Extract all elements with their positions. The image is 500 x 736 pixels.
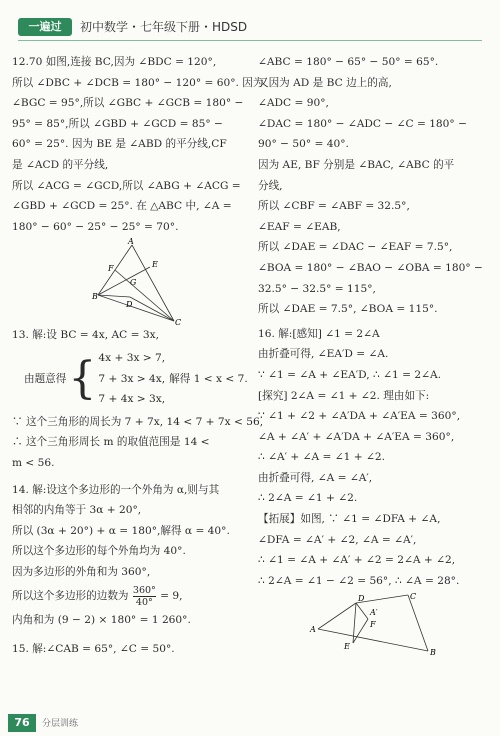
footer-label: 分层训练 <box>42 719 79 729</box>
text-line: 所以 (3α + 20°) + α = 180°,解得 α = 40°. <box>12 524 230 537</box>
label-E: E <box>152 260 158 270</box>
text-line: 由折叠可得, ∠A = ∠A′, <box>258 471 373 484</box>
fold-figure-16 <box>258 591 488 657</box>
answer-13 <box>12 325 264 473</box>
text-line: 16. 解:[感知] ∠1 = 2∠A <box>258 327 380 340</box>
text-line: 所以 ∠DAE = ∠DAC − ∠EAF = 7.5°, <box>258 241 453 254</box>
page-number: 76 <box>8 714 36 732</box>
text-line: 14. 解:设这个多边形的一个外角为 α,则与其 <box>12 483 220 496</box>
text-line: 由折叠可得, ∠EA′D = ∠A. <box>258 348 389 361</box>
answer-15-head: 15. 解:∠CAB = 65°, ∠C = 50°. <box>12 643 175 656</box>
text-line: ∵ 这个三角形的周长为 7 + 7x, 14 < 7 + 7x < 56, <box>12 415 264 428</box>
text-line: ∴ 这个三角形周长 m 的取值范围是 14 < <box>12 436 210 449</box>
text-line: 所以这个多边形的每个外角均为 40°. <box>12 545 186 558</box>
text-line: 所以 ∠DBC + ∠DCB = 180° − 120° = 60°. 因为 <box>12 76 264 89</box>
answer-12 <box>12 52 264 237</box>
brand-logo: 一遍过 <box>18 18 72 36</box>
text-line: 90° − 50° = 40°. <box>258 138 349 151</box>
system-lines <box>98 348 165 410</box>
text-line: ∠DAC = 180° − ∠ADC − ∠C = 180° − <box>258 117 467 130</box>
answer-16 <box>258 324 488 592</box>
answer-14 <box>12 480 248 632</box>
label-C: C <box>410 592 417 602</box>
label-B: B <box>430 648 436 658</box>
system-suffix: 解得 1 < x < 7. <box>169 372 248 385</box>
text-line: 12.70 如图,连接 BC,因为 ∠BDC = 120°, <box>12 56 217 68</box>
text-line: 所以 ∠CBF = ∠ABF = 32.5°, <box>258 200 410 213</box>
text-line: ∠EAF = ∠EAB, <box>258 220 341 233</box>
fraction-line <box>12 582 248 610</box>
book-title: 初中数学・七年级下册・HDSD <box>80 20 248 34</box>
text-line: ∠DFA = ∠A′ + ∠2, ∠A = ∠A′, <box>258 533 417 546</box>
text-line: ∵ ∠1 + ∠2 + ∠A′DA + ∠A′EA = 360°, <box>258 410 461 423</box>
text-line: 因为多边形的外角和为 360°, <box>12 565 151 578</box>
text-line: 95° = 85°,所以 ∠GBD + ∠GCD = 85° − <box>12 117 223 130</box>
answer-15-cont <box>258 52 488 320</box>
brace-glyph: { <box>68 352 97 404</box>
text-line: 180° − 60° − 25° − 25° = 70°. <box>12 220 179 233</box>
text-line: ∠ABC = 180° − 65° − 50° = 65°. <box>258 56 439 68</box>
label-F: F <box>108 264 114 274</box>
text-line: 因为 AE, BF 分别是 ∠BAC, ∠ABC 的平 <box>258 158 455 171</box>
system-line: 4x + 3x > 7, <box>98 351 166 364</box>
right-column <box>258 52 488 657</box>
text-line: 内角和为 (9 − 2) × 180° = 1 260°. <box>12 614 191 627</box>
label-A: A <box>128 237 134 247</box>
text-line: ∠BGC = 95°,所以 ∠GBC + ∠GCB = 180° − <box>12 97 244 110</box>
fraction-suffix: = 9, <box>160 590 183 603</box>
page-header <box>0 0 500 44</box>
label-D: D <box>358 594 365 604</box>
fraction-denominator: 40° <box>135 596 153 608</box>
label-E: E <box>344 642 350 652</box>
label-G: G <box>130 278 137 288</box>
inequality-system <box>12 348 248 410</box>
text-line: 所以 ∠ACG = ∠GCD,所以 ∠ABG + ∠ACG = <box>12 179 241 192</box>
label-C: C <box>175 318 182 326</box>
text-line: 分线, <box>258 179 283 192</box>
fraction-numerator: 360° <box>132 584 156 596</box>
system-line: 7 + 4x > 3x, <box>98 393 166 406</box>
label-D: D <box>126 300 133 310</box>
label-B: B <box>92 292 98 302</box>
text-line: 【拓展】如图, ∵ ∠1 = ∠DFA + ∠A, <box>258 513 441 526</box>
text-line: [探究] 2∠A = ∠1 + ∠2. 理由如下: <box>258 389 430 402</box>
page-footer <box>0 708 500 736</box>
system-prefix: 由题意得 <box>24 372 67 385</box>
text-line: ∴ ∠A′ + ∠A = ∠1 + ∠2. <box>258 451 386 464</box>
label-F: F <box>370 620 376 630</box>
text-line: 又因为 AD 是 BC 边上的高, <box>258 76 392 89</box>
label-A-prime: A′ <box>370 608 378 618</box>
system-line: 7 + 3x > 4x, <box>98 372 166 385</box>
text-line: ∴ ∠1 = ∠A + ∠A′ + ∠2 = 2∠A + ∠2, <box>258 554 456 567</box>
text-line: 60° = 25°. 因为 BE 是 ∠ABD 的平分线,CF <box>12 138 227 151</box>
text-line: 是 ∠ACD 的平分线, <box>12 158 109 171</box>
text-line: ∠A + ∠A′ + ∠A′DA + ∠A′EA = 360°, <box>258 430 455 443</box>
text-line: ∴ 2∠A = ∠1 − ∠2 = 56°, ∴ ∠A = 28°. <box>258 574 460 587</box>
text-line: ∴ 2∠A = ∠1 + ∠2. <box>258 492 358 505</box>
header-rule <box>18 40 482 41</box>
text-line: 所以 ∠DAE = 7.5°, ∠BOA = 115°. <box>258 303 438 316</box>
text-line: ∠GBD + ∠GCD = 25°. 在 △ABC 中, ∠A = <box>12 200 232 213</box>
text-line: 13. 解:设 BC = 4x, AC = 3x, <box>12 329 159 342</box>
text-line: ∵ ∠1 = ∠A + ∠EA′D, ∴ ∠1 = 2∠A. <box>258 368 441 381</box>
label-A: A <box>310 625 316 635</box>
fraction-prefix: 所以这个多边形的边数为 <box>12 590 129 603</box>
triangle-figure-12 <box>12 237 248 325</box>
text-line: ∠ADC = 90°, <box>258 97 329 110</box>
text-line: 相邻的内角等于 3α + 20°, <box>12 504 142 517</box>
fraction <box>133 585 156 608</box>
text-line: ∠BOA = 180° − ∠BAO − ∠OBA = 180° − <box>258 261 483 274</box>
text-line: m < 56. <box>12 456 55 469</box>
text-line: 32.5° − 32.5° = 115°, <box>258 282 376 295</box>
left-column <box>12 52 264 660</box>
